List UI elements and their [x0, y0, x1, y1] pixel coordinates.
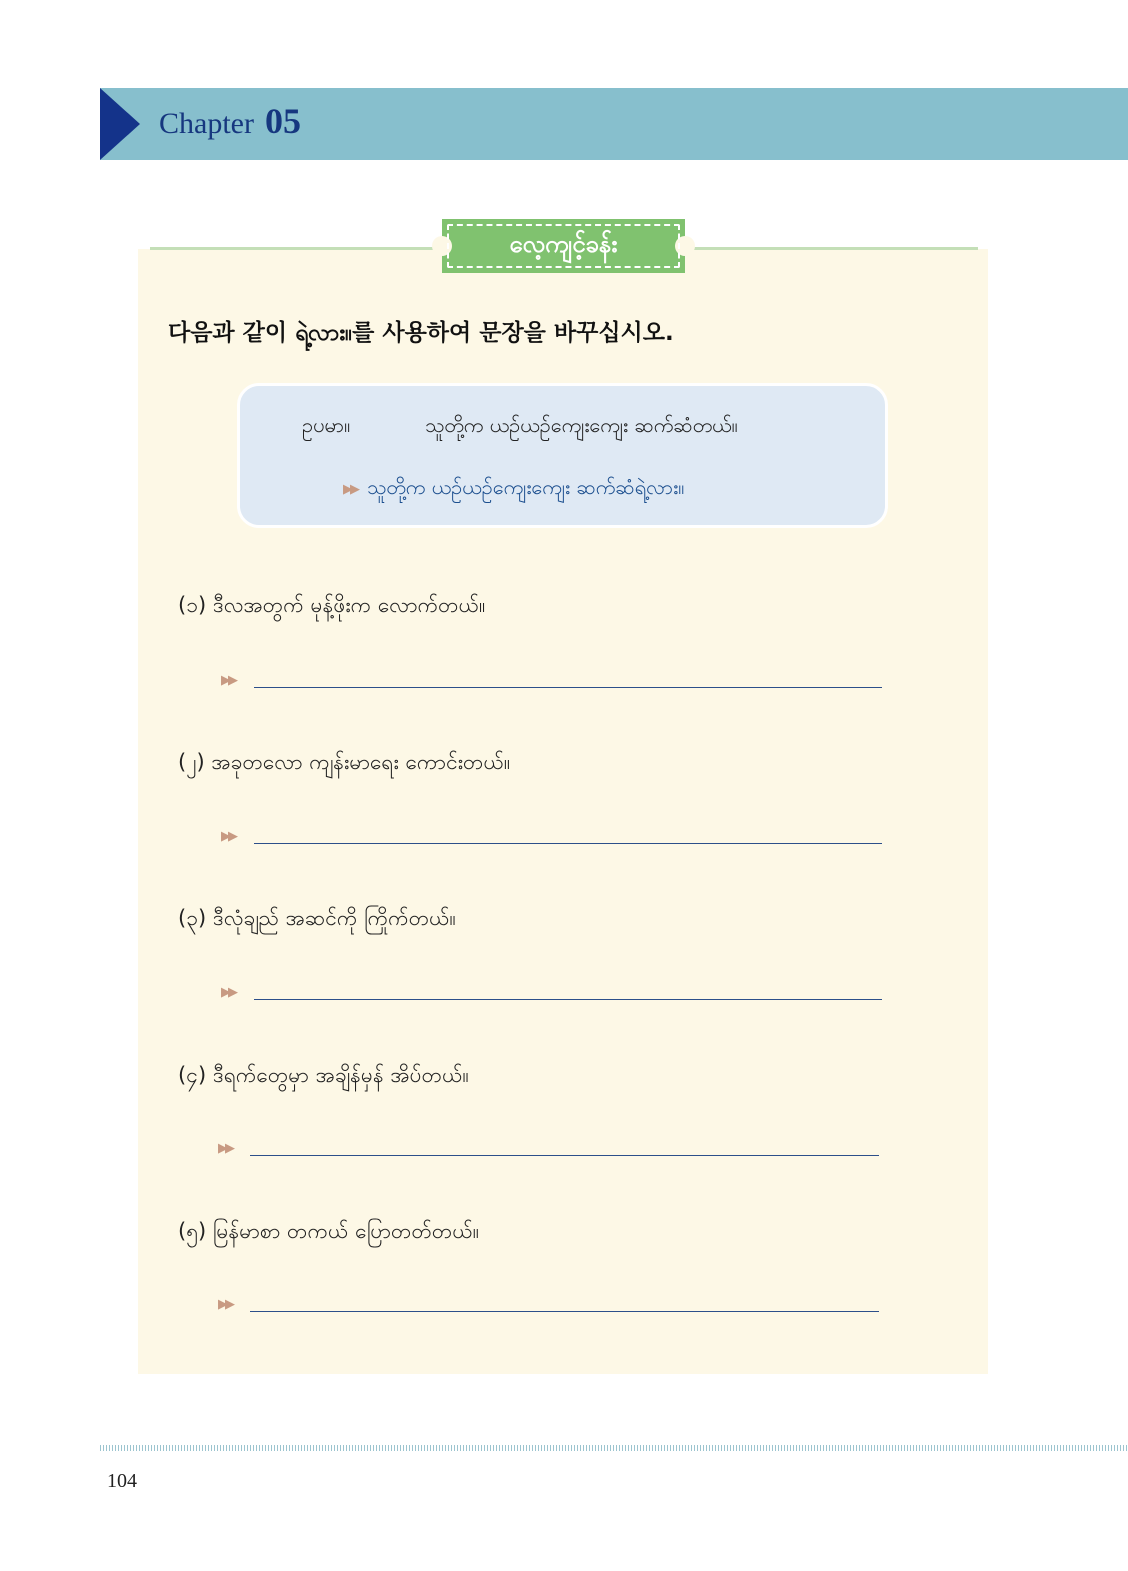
page-number: 104: [107, 1470, 137, 1492]
double-arrow-icon: ▶▶: [218, 1141, 232, 1156]
chapter-triangle-icon: [100, 88, 140, 160]
exercise-instruction: 다음과 같이 ရဲ့လား။를 사용하여 문장을 바꾸십시오.: [168, 320, 674, 346]
exercise-question-2: (၂) အခုတလော ကျန်းမာရေး ကောင်းတယ်။: [178, 750, 511, 774]
example-answer-text: သူတို့က ယဉ်ယဉ်ကျေးကျေး ဆက်ဆံရဲ့လား။: [367, 475, 685, 499]
exercise-question-3: (၃) ဒီလုံချည် အဆင်ကို ကြိုက်တယ်။: [178, 906, 456, 930]
footer-dotted-rule: [100, 1445, 1128, 1451]
answer-line-2[interactable]: [254, 843, 882, 844]
answer-line-4[interactable]: [250, 1155, 879, 1156]
exercise-question-1: (၁) ဒီလအတွက် မုန့်ဖိုးက လောက်တယ်။: [178, 593, 486, 617]
example-label: ဥပမာ။: [302, 413, 351, 437]
answer-line-5[interactable]: [250, 1311, 879, 1312]
answer-line-1[interactable]: [254, 687, 882, 688]
chapter-number: 05: [264, 101, 301, 141]
answer-line-3[interactable]: [254, 999, 882, 1000]
chapter-title: [159, 100, 301, 148]
example-answer: [343, 474, 684, 504]
badge-label: လေ့ကျင့်ခန်း: [447, 224, 680, 268]
double-arrow-icon: ▶▶: [218, 1297, 232, 1312]
double-arrow-icon: ▶▶: [221, 673, 235, 688]
double-arrow-icon: ▶▶: [343, 481, 357, 497]
double-arrow-icon: ▶▶: [221, 829, 235, 844]
chapter-word: Chapter: [159, 107, 254, 140]
exercise-question-4: (၄) ဒီရက်တွေမှာ အချိန်မှန် အိပ်တယ်။: [178, 1063, 469, 1087]
exercise-question-5: (၅) မြန်မာစာ တကယ် ပြောတတ်တယ်။: [178, 1219, 480, 1243]
exercise-badge: [442, 219, 685, 273]
double-arrow-icon: ▶▶: [221, 985, 235, 1000]
example-sentence: သူတို့က ယဉ်ယဉ်ကျေးကျေး ဆက်ဆံတယ်။: [425, 413, 738, 437]
example-box: [237, 383, 888, 528]
